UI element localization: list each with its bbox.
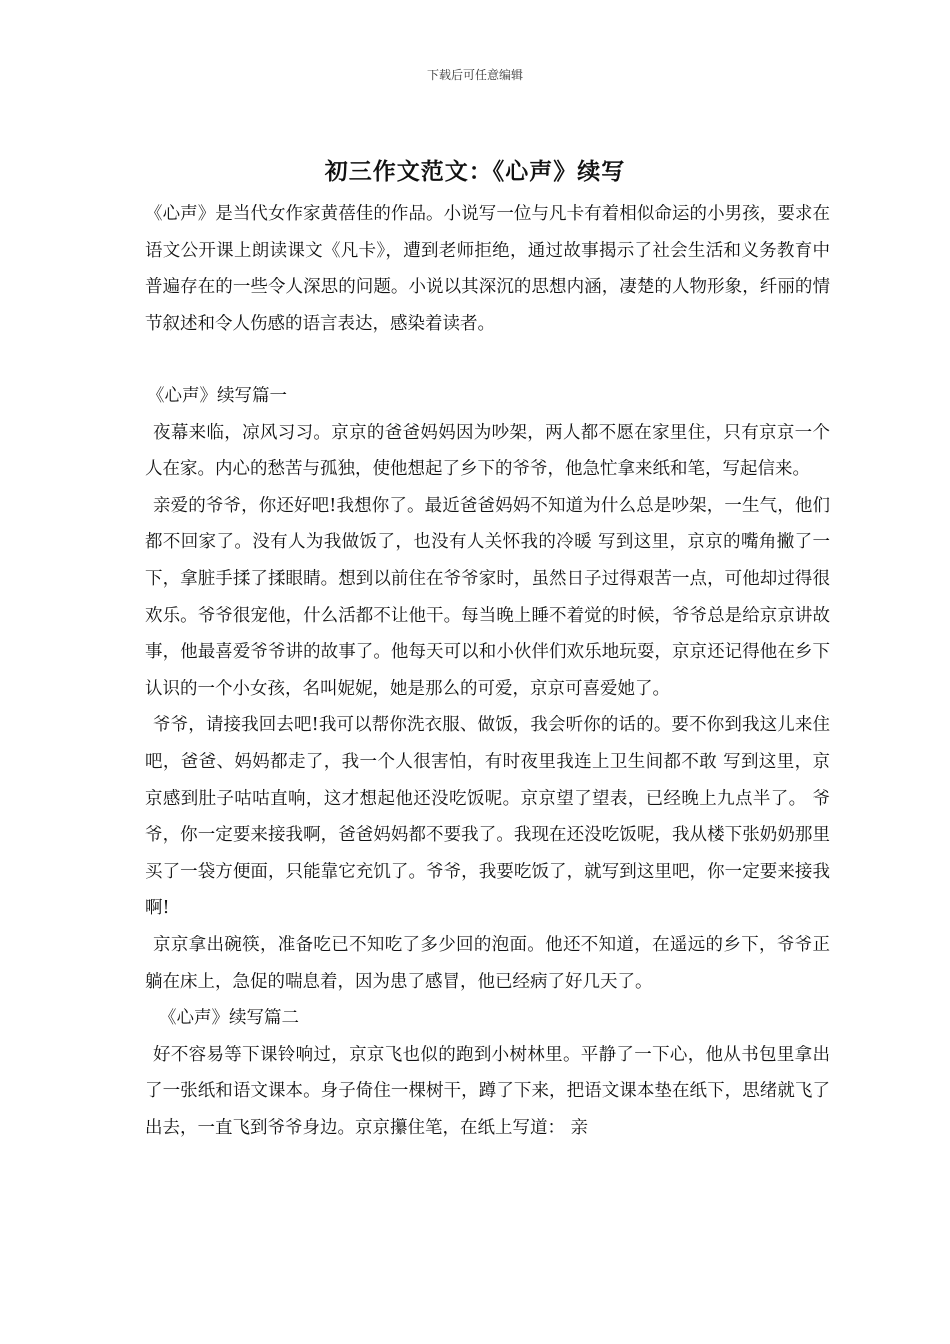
section-1-paragraph-3: 爷爷，请接我回去吧!我可以帮你洗衣服、做饭，我会听你的话的。要不你到我这儿来住吧，爸爸、妈妈都走了，我一个人很害怕，有时夜里我连上卫生间都不敢 写到这里，京京感到肚子咕咕直响，这才想起他还没吃饭呢。京京望了望表，已经晚上九点半了。 爷爷，你一定要来接我啊，爸爸妈妈都不要我了。我现在还没吃饭呢，我从楼下张奶奶那里买了一袋方便面，只能靠它充饥了。爷爷，我要吃饭了，就写到这里吧，你一定要来接我啊!: [145, 715, 830, 919]
section-1-paragraph-1: 夜幕来临，凉风习习。京京的爸爸妈妈因为吵架，两人都不愿在家里住，只有京京一个人在家。内心的愁苦与孤独，使他想起了乡下的爷爷，他急忙拿来纸和笔，写起信来。: [145, 422, 830, 480]
section-1-paragraph-2: 亲爱的爷爷，你还好吧!我想你了。最近爸爸妈妈不知道为什么总是吵架，一生气，他们都不回家了。没有人为我做饭了，也没有人关怀我的冷暖 写到这里，京京的嘴角撇了一下，拿脏手揉了揉眼睛。想到以前住在爷爷家时，虽然日子过得艰苦一点，可他却过得很欢乐。爷爷很宠他，什么活都不让他干。每当晚上睡不着觉的时候，爷爷总是给京京讲故事，他最喜爱爷爷讲的故事了。他每天可以和小伙伴们欢乐地玩耍，京京还记得他在乡下认识的一个小女孩，名叫妮妮，她是那么的可爱，京京可喜爱她了。: [145, 495, 830, 699]
section-1-paragraph-4: 京京拿出碗筷，准备吃已不知吃了多少回的泡面。他还不知道，在遥远的乡下，爷爷正躺在床上，急促的喘息着，因为患了感冒，他已经病了好几天了。: [145, 934, 830, 992]
intro-paragraph: 《心声》是当代女作家黄蓓佳的作品。小说写一位与凡卡有着相似命运的小男孩，要求在语文公开课上朗读课文《凡卡》，遭到老师拒绝，通过故事揭示了社会生活和义务教育中普遍存在的一些令人深思的问题。小说以其深沉的思想内涵，凄楚的人物形象，纤丽的情节叙述和令人伤感的语言表达，感染着读者。: [145, 204, 830, 334]
section-2-paragraph-1: 好不容易等下课铃响过，京京飞也似的跑到小树林里。平静了一下心，他从书包里拿出了一张纸和语文课本。身子倚住一棵树干，蹲了下来，把语文课本垫在纸下，思绪就飞了出去，一直飞到爷爷身边。京京攥住笔，在纸上写道： 亲: [145, 1044, 830, 1138]
story-block: [145, 378, 830, 1146]
document-title: 初三作文范文：《心声》续写: [324, 158, 626, 185]
intro-block: [145, 196, 830, 342]
section-heading-1: 《心声》续写篇一: [147, 386, 287, 406]
header-note: 下载后可任意编辑: [426, 68, 523, 82]
section-heading-2: 《心声》续写篇二: [159, 1008, 299, 1029]
